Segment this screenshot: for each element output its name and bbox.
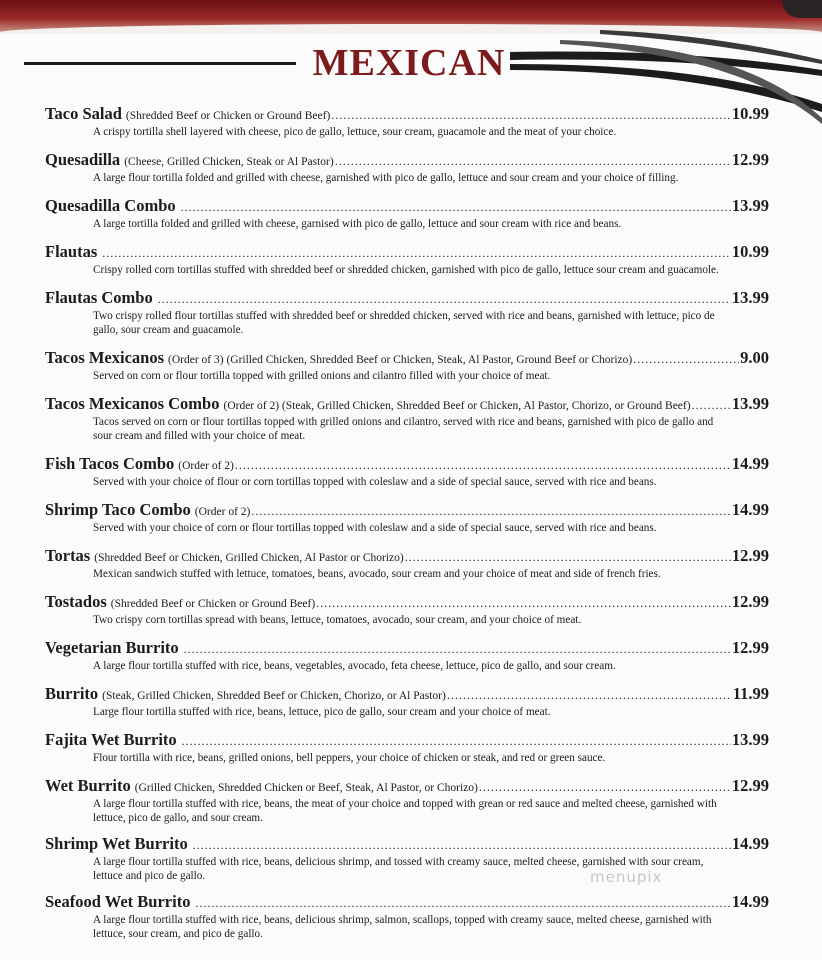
menu-item-price: 14.99 (731, 454, 769, 473)
menu-item-name: Fish Tacos Combo (45, 454, 175, 473)
menu-item-description: Flour tortilla with rice, beans, grilled onions, bell peppers, your choice of chicken or steak, and red or green sauce. (93, 752, 606, 764)
menu-item-name: Quesadilla Combo (45, 196, 176, 215)
menu-item (45, 730, 769, 765)
menu-item-description: Served with your choice of corn or flour tortillas topped with coleslaw and a side of special sauce, served with rice and beans. (93, 522, 657, 534)
menu-item-name: Tortas (45, 546, 91, 565)
menu-item-price: 13.99 (731, 730, 769, 749)
title-rule (24, 62, 296, 65)
menu-item-line (45, 196, 769, 216)
dot-leader (331, 108, 731, 123)
menu-item (45, 242, 769, 277)
menu-item (45, 394, 769, 443)
dot-leader (184, 642, 731, 657)
dot-leader (251, 504, 731, 519)
menu-item (45, 592, 769, 627)
menu-item-description: A large tortilla folded and grilled with cheese, garnised with pico de gallo, lettuce and sour cream with rice and beans. (93, 218, 622, 230)
menu-item-options: (Shredded Beef or Chicken, Grilled Chicken, Al Pastor or Chorizo) (94, 552, 404, 564)
dot-leader (316, 596, 731, 611)
menu-item-description: Mexican sandwich stuffed with lettuce, tomatoes, beans, avocado, sour cream and your choice of meat and side of french fries. (93, 568, 661, 580)
menu-item-name: Flautas Combo (45, 288, 153, 307)
menu-item-description: Served with your choice of flour or corn tortillas topped with coleslaw and a side of special sauce, served with rice and beans. (93, 476, 657, 488)
menu-item-line (45, 638, 769, 658)
menu-item-options: (Order of 2) (Steak, Grilled Chicken, Shredded Beef or Chicken, Al Pastor, Chorizo, or Ground Beef) (223, 400, 691, 412)
menu-item-options: (Shredded Beef or Chicken or Ground Beef) (110, 598, 316, 610)
menu-item-price: 12.99 (731, 546, 769, 565)
menu-item-description: A large flour tortilla stuffed with rice, beans, delicious shrimp, salmon, scallops, topped with creamy sauce, melted cheese, garnished with lettuce, sour cream, and pico de gallo. (93, 914, 712, 940)
dot-leader (193, 838, 731, 853)
menu-item (45, 150, 769, 185)
menu-item (45, 684, 769, 719)
menu-item-price: 12.99 (731, 592, 769, 611)
dot-leader (182, 734, 731, 749)
menu-item (45, 454, 769, 489)
menu-item-name: Shrimp Wet Burrito (45, 834, 188, 853)
menu-item-name: Wet Burrito (45, 776, 131, 795)
menu-item-name: Fajita Wet Burrito (45, 730, 177, 749)
menu-item-price: 14.99 (731, 500, 769, 519)
menu-item-line (45, 242, 769, 262)
menu-item-description: Served on corn or flour tortilla topped with grilled onions and cilantro filled with your choice of meat. (93, 370, 551, 382)
menu-item-description: A large flour tortilla stuffed with rice, beans, delicious shrimp, and tossed with creamy sauce, melted cheese, garnished with sour cream, lettuce and pico de gallo. (93, 856, 704, 882)
menu-item-price: 14.99 (731, 834, 769, 853)
menu-item-price: 12.99 (731, 150, 769, 169)
menu-item-name: Shrimp Taco Combo (45, 500, 191, 519)
menu-item-description: Two crispy corn tortillas spread with beans, lettuce, tomatoes, avocado, sour cream, and your choice of meat. (93, 614, 582, 626)
menu-item-price: 14.99 (731, 892, 769, 911)
dot-leader (335, 154, 731, 169)
menu-item (45, 500, 769, 535)
dot-leader (447, 688, 732, 703)
dot-leader (181, 200, 731, 215)
menu-item-price: 9.00 (740, 348, 769, 367)
menu-item-description: Large flour tortilla stuffed with rice, beans, lettuce, pico de gallo, sour cream and your choice of meat. (93, 706, 551, 718)
dot-leader (479, 780, 731, 795)
menu-item-line (45, 546, 769, 566)
menu-item-line (45, 454, 769, 474)
menu-item-options: (Order of 2) (194, 506, 251, 518)
dot-leader (235, 458, 731, 473)
menu-item-price: 10.99 (731, 242, 769, 261)
menu-item-name: Burrito (45, 684, 99, 703)
menu-item-line (45, 348, 769, 368)
menu-item-line (45, 288, 769, 308)
menu-item-line (45, 150, 769, 170)
menu-item-price: 10.99 (731, 104, 769, 123)
menu-item-name: Tacos Mexicanos Combo (45, 394, 220, 413)
menu-item-options: (Shredded Beef or Chicken or Ground Beef) (125, 110, 331, 122)
menu-item-description: A large flour tortilla stuffed with rice, beans, vegetables, avocado, feta cheese, lettuce, pico de gallo, and sour cream. (93, 660, 616, 672)
menu-item-name: Taco Salad (45, 104, 122, 123)
dot-leader (633, 352, 739, 367)
page-title: MEXICAN (312, 42, 506, 84)
menu-item (45, 546, 769, 581)
menu-item-line (45, 776, 769, 796)
menu-item-name: Flautas (45, 242, 98, 261)
menu-item-price: 13.99 (731, 288, 769, 307)
dot-leader (405, 550, 731, 565)
menu-item-name: Tacos Mexicanos (45, 348, 165, 367)
menu-item (45, 288, 769, 337)
menu-item-description: Two crispy rolled flour tortillas stuffed with shredded beef or shredded chicken, served with rice and beans, garnished with lettuce, pico de gallo, sour cream and guacamole. (93, 310, 715, 336)
menu-item-price: 13.99 (731, 196, 769, 215)
menu-item-options: (Cheese, Grilled Chicken, Steak or Al Pastor) (124, 156, 334, 168)
menu-item-line (45, 834, 769, 854)
menu-item-name: Seafood Wet Burrito (45, 892, 191, 911)
menu-item (45, 892, 769, 941)
menu-item-line (45, 104, 769, 124)
menu-item-options: (Order of 2) (178, 460, 234, 472)
menu-item-description: A crispy tortilla shell layered with cheese, pico de gallo, lettuce, sour cream, guacamole and the meat of your choice. (93, 126, 617, 138)
menu-item-line (45, 592, 769, 612)
dot-leader (158, 292, 731, 307)
dot-leader (195, 896, 730, 911)
menu-item-price: 12.99 (731, 638, 769, 657)
menu-item-name: Quesadilla (45, 150, 121, 169)
menu-item (45, 196, 769, 231)
menu-item-price: 11.99 (732, 684, 769, 703)
watermark: menupix (590, 868, 663, 886)
menu-item-options: (Steak, Grilled Chicken, Shredded Beef or Chicken, Chorizo, or Al Pastor) (102, 690, 446, 702)
dot-leader (692, 398, 731, 413)
menu-item-name: Tostados (45, 592, 107, 611)
menu-item-description: A large flour tortilla stuffed with rice, beans, the meat of your choice and topped with grean or red sauce and melted cheese, garnished with lettuce, pico de gallo, and sour cream. (93, 798, 717, 824)
menu-item (45, 776, 769, 825)
menu-item-options: (Order of 3) (Grilled Chicken, Shredded Beef or Chicken, Steak, Al Pastor, Ground Beef or Chorizo) (168, 354, 633, 366)
menu-item-line (45, 892, 769, 912)
menu-item (45, 104, 769, 139)
menu-item-price: 12.99 (731, 776, 769, 795)
dot-leader (102, 246, 731, 261)
menu-item-line (45, 684, 769, 704)
menu-item (45, 348, 769, 383)
menu-item-name: Vegetarian Burrito (45, 638, 179, 657)
menu-item-description: Crispy rolled corn tortillas stuffed with shredded beef or shredded chicken, garnished with pico de gallo, lettuce sour cream and guacamole. (93, 264, 719, 276)
menu-item-description: A large flour tortilla folded and grilled with cheese, garnished with pico de gallo, lettuce and sour cream and your choice of filling. (93, 172, 679, 184)
menu-item-line (45, 394, 769, 414)
menu-item-line (45, 500, 769, 520)
menu-item-description: Tacos served on corn or flour tortillas topped with grilled onions and cilantro, served with rice and beans, garnished with pico de gallo and sour cream and filled with your choice of meat. (93, 416, 714, 442)
menu-item-price: 13.99 (731, 394, 769, 413)
menu-item-options: (Grilled Chicken, Shredded Chicken or Beef, Steak, Al Pastor, or Chorizo) (134, 782, 478, 794)
menu-item (45, 638, 769, 673)
menu-item-line (45, 730, 769, 750)
